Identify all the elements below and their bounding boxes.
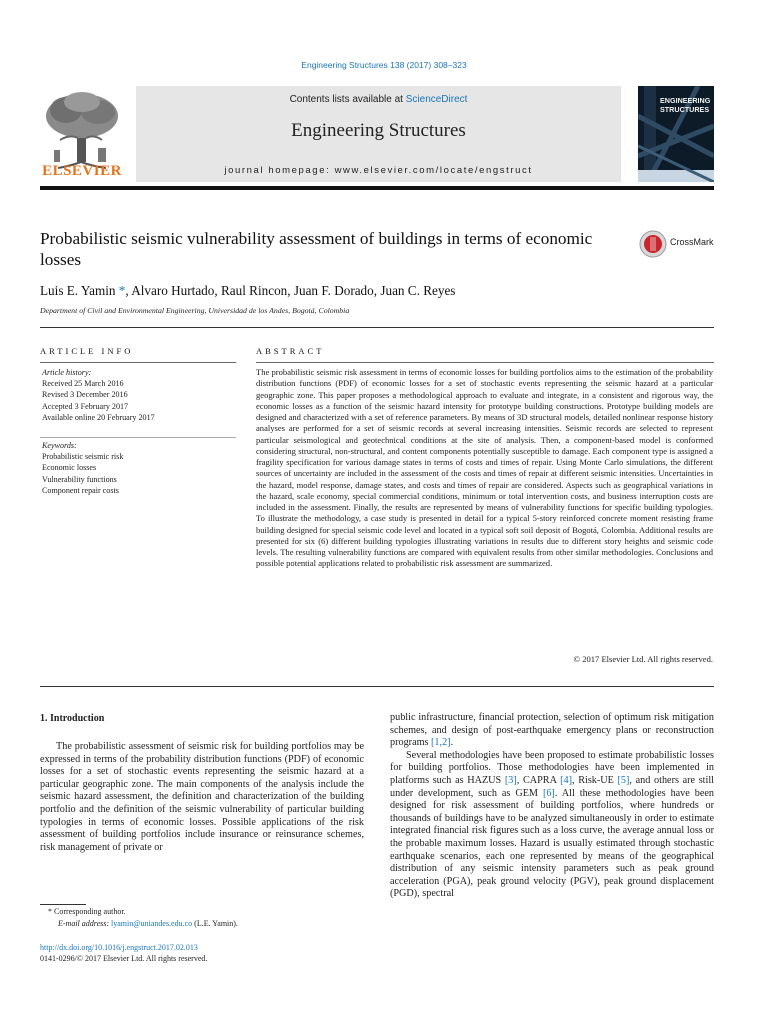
citation-link[interactable]: [3]: [504, 774, 517, 786]
intro-paragraph-1-cont: public infrastructure, financial protection, selection of optimum risk mitigation schemes, and design of post-earthquake emergency plans or reconstruction programs [1,2].: [390, 712, 714, 749]
journal-homepage-link[interactable]: www.elsevier.com/locate/engstruct: [334, 165, 533, 176]
keyword-item: Vulnerability functions: [42, 474, 117, 484]
keyword-item: Probabilistic seismic risk: [42, 452, 124, 462]
abstract-end-rule: [40, 686, 714, 687]
paper-title: Probabilistic seismic vulnerability assessment of buildings in terms of economic losses: [40, 229, 593, 269]
elsevier-wordmark: ELSEVIER: [42, 163, 122, 179]
article-info-heading: ARTICLE INFO: [40, 346, 134, 356]
keywords-label: Keywords:: [42, 441, 77, 450]
citation-link[interactable]: [5]: [617, 774, 630, 786]
citation-link[interactable]: [6]: [542, 787, 555, 799]
journal-reference-link[interactable]: Engineering Structures 138 (2017) 308–323: [301, 60, 467, 70]
keywords-block: [42, 440, 236, 496]
article-history: [42, 367, 236, 423]
corresponding-author-mark[interactable]: *: [118, 283, 126, 298]
introduction-heading: 1. Introduction: [40, 713, 105, 724]
keyword-item: Component repair costs: [42, 485, 119, 495]
citation-link[interactable]: [1,2]: [431, 737, 451, 749]
abstract-rule: [256, 362, 714, 363]
author-yamin: Luis E. Yamin: [40, 283, 116, 298]
footnote: [40, 906, 364, 929]
abstract-text: The probabilistic seismic risk assessment in terms of economic losses for building portfolios aims to the estimation of the probability distribution functions (PDF) of economic losses for a set of stochastic events representing the seismic hazard at a particular geographic zone. This paper proposes a methodological approach to evaluate and integrate, in a consistent and rigorous way, the economic losses as a function of the seismic hazard intensity for prototype building constructions. Prototype building models are designed and characterized with a set of reference parameters. By means of 3D structural models, detailed nonlinear response history analyses are performed for a set of seismic records at several increasing intensities. Seismic records are selected to represent particular seismological and geotechnical conditions at the site of analysis. Then, a component-based model is conformed considering structural, non-structural, and content components potentially susceptible to damage. Each component type is assigned a fragility specification for various damage states in terms of costs and times of repair. Using Monte Carlo simulations, the different sources of uncertainty are included in the assessment of the costs and times of repair at different seismic intensities. Uncertainties in the hazard, model response, damage states, and costs and times of repair are considered. Aspects such as geographical variations in the hazard, scale economy, special commercial conditions, minimum or total intervention costs, and business interruption costs are included in the assessment. Finally, the results are represented by means of vulnerability functions for specific building typologies. To illustrate the methodology, a case study is presented in detail for a typical 5-story reinforced concrete moment resisting frame building designed for special seismic code level and located in a typical soft soil deposit of Bogotá, Colombia. Additional results are presented for six (6) different building typologies illustrating variations in results due to different story heights and seismic code levels. The resulting vulnerability functions are compared with equivalent results from other similar methodologies. Conclusions and possible potential applications related to probabilistic risk assessment are summarized.: [256, 367, 713, 569]
article-info-rule: [40, 362, 236, 363]
contents-available-line: Contents lists available at ScienceDirect: [289, 94, 468, 105]
body-column-right: [390, 712, 714, 901]
crossmark-label: CrossMark: [670, 237, 714, 247]
keyword-item: Economic losses: [42, 463, 97, 473]
abstract-heading: ABSTRACT: [256, 346, 325, 356]
title-block-rule: [40, 327, 714, 328]
affiliation: Department of Civil and Environmental Engineering, Universidad de los Andes, Bogotá, Colombia: [40, 306, 350, 315]
cover-title: ENGINEERING STRUCTURES: [660, 96, 711, 114]
abstract-copyright: © 2017 Elsevier Ltd. All rights reserved.: [573, 654, 713, 664]
journal-homepage-line: journal homepage: www.elsevier.com/locate/engstruct: [224, 165, 533, 176]
history-online: Available online 20 February 2017: [42, 412, 155, 422]
header-rule: [40, 186, 714, 190]
journal-cover-thumbnail[interactable]: [638, 86, 714, 182]
coauthors: , Alvaro Hurtado, Raul Rincon, Juan F. Dorado, Juan C. Reyes: [125, 283, 456, 298]
footnote-rule: [40, 904, 86, 905]
keywords-rule: [40, 437, 236, 438]
doi-block: [40, 942, 207, 964]
intro-paragraph-1: The probabilistic assessment of seismic risk for building portfolios may be expressed in terms of the probability distribution functions (PDF) of economic losses for a set of stochastic events representing the seismic hazard at a particular geographic zone. The main components of the analysis include the seismic hazard assessment, the definition and characterization of the building portfolio and the definition of the seismic vulnerability of particular building typologies in terms of economic losses. Possible applications of the risk assessment of building portfolios include insurance or reinsurance schemes, risk management of private or: [40, 741, 364, 853]
history-received: Received 25 March 2016: [42, 379, 124, 389]
body-column-left: [40, 741, 364, 854]
author-email-link[interactable]: lyamin@uniandes.edu.co: [111, 918, 193, 928]
history-revised: Revised 3 December 2016: [42, 390, 128, 400]
footnote-email: E-mail address: lyamin@uniandes.edu.co (L.E. Yamin).: [58, 918, 238, 928]
journal-name: Engineering Structures: [291, 120, 466, 141]
history-accepted: Accepted 3 February 2017: [42, 401, 129, 411]
doi-link[interactable]: http://dx.doi.org/10.1016/j.engstruct.2017.02.013: [40, 943, 198, 952]
issn-copyright: 0141-0296/© 2017 Elsevier Ltd. All rights reserved.: [40, 954, 208, 963]
sciencedirect-link[interactable]: ScienceDirect: [405, 94, 468, 105]
intro-paragraph-2: Several methodologies have been proposed to estimate probabilistic losses for building portfolios. Those methodologies have been implemented in platforms such as HAZUS [3], CAPRA [4], Risk-UE [5], and others are still under development, such as GEM [6]. All these methodologies have been designed for risk assessment of building portfolios, where hundreds or thousands of buildings have to be analyzed simultaneously in order to estimate integrated financial risk figures such as a loss curve, the average annual loss or the probable maximum losses. Hazard is usually estimated through stochastic earthquake scenarios, each one represented by means of the geographical distribution of any seismic intensity parameters such as peak ground acceleration (PGA), peak ground velocity (PGV), peak ground displacement (PGD), spectral: [390, 749, 714, 900]
footnote-corresponding: * Corresponding author.: [48, 907, 126, 916]
citation-link[interactable]: [4]: [560, 774, 572, 786]
history-label: Article history:: [42, 368, 92, 377]
author-list: [40, 283, 455, 299]
